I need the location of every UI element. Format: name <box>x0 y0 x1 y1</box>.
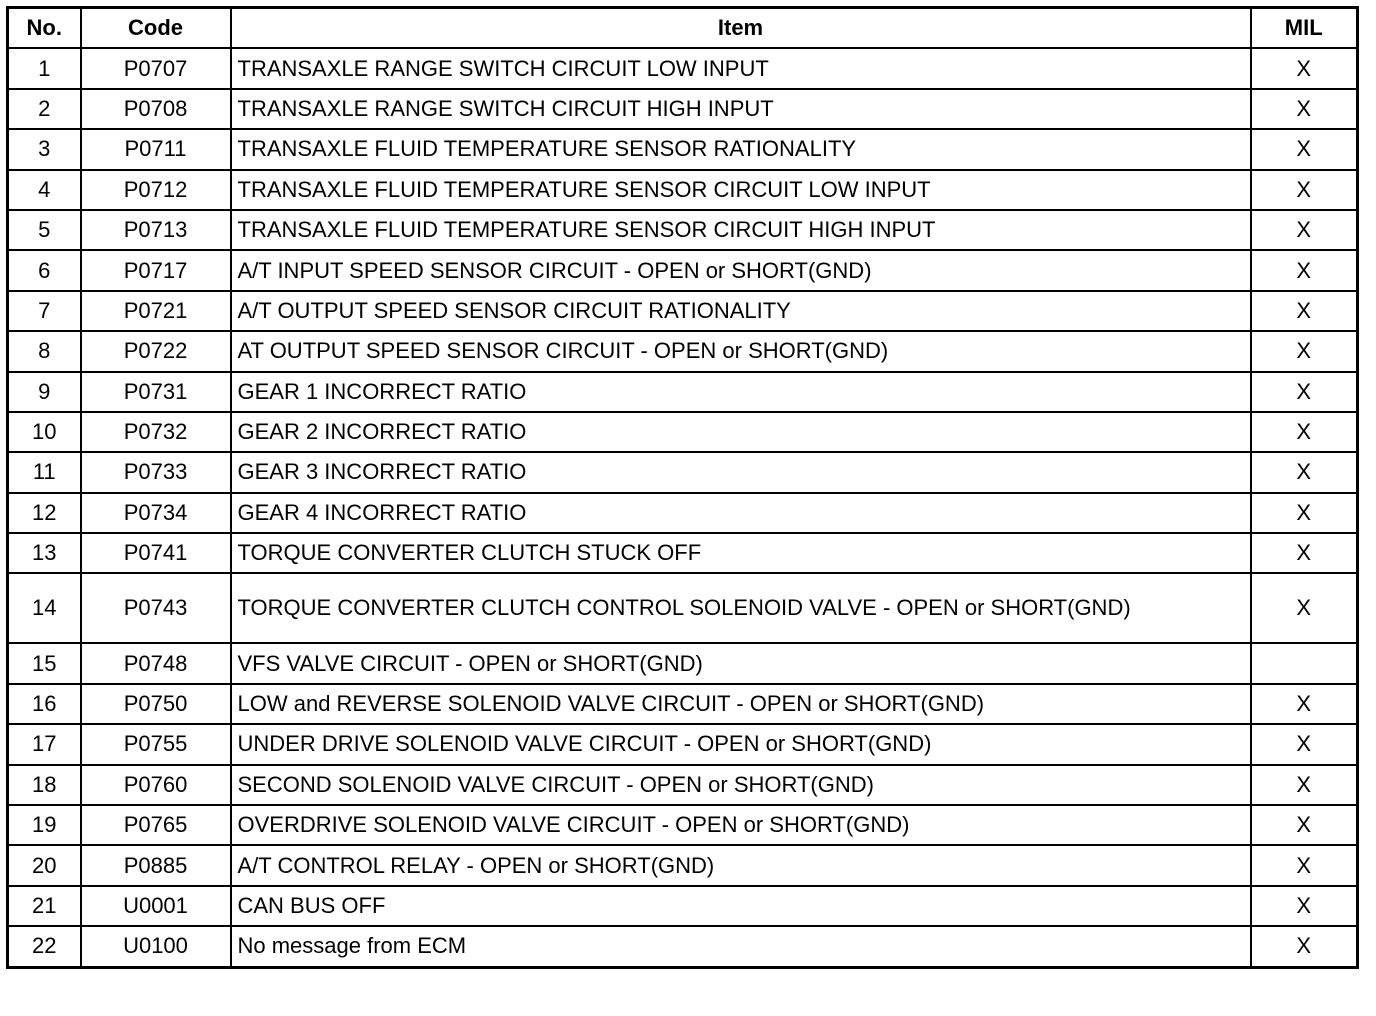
row-no-cell: 4 <box>8 170 81 210</box>
row-item-cell: VFS VALVE CIRCUIT - OPEN or SHORT(GND) <box>231 643 1251 683</box>
row-item-cell: AT OUTPUT SPEED SENSOR CIRCUIT - OPEN or SHORT(GND) <box>231 331 1251 371</box>
row-item-cell: SECOND SOLENOID VALVE CIRCUIT - OPEN or SHORT(GND) <box>231 765 1251 805</box>
row-mil-cell: X <box>1251 452 1358 492</box>
row-item-cell: TRANSAXLE FLUID TEMPERATURE SENSOR CIRCUIT LOW INPUT <box>231 170 1251 210</box>
row-no-cell: 1 <box>8 48 81 88</box>
row-code-cell: U0001 <box>81 886 231 926</box>
row-mil-cell: X <box>1251 886 1358 926</box>
table-row <box>8 372 1358 412</box>
table-row <box>8 684 1358 724</box>
row-code-cell: P0717 <box>81 250 231 290</box>
row-no-cell: 14 <box>8 573 81 643</box>
row-no-cell: 5 <box>8 210 81 250</box>
table-body <box>8 48 1358 967</box>
row-item-cell: TORQUE CONVERTER CLUTCH CONTROL SOLENOID VALVE - OPEN or SHORT(GND) <box>231 573 1251 643</box>
row-mil-cell: X <box>1251 250 1358 290</box>
row-mil-cell: X <box>1251 724 1358 764</box>
table-row <box>8 170 1358 210</box>
dtc-table <box>6 6 1359 969</box>
row-code-cell: P0750 <box>81 684 231 724</box>
header-mil: MIL <box>1251 8 1358 49</box>
table-row <box>8 291 1358 331</box>
row-mil-cell: X <box>1251 845 1358 885</box>
row-code-cell: P0721 <box>81 291 231 331</box>
table-row <box>8 765 1358 805</box>
table-row <box>8 89 1358 129</box>
row-item-cell: GEAR 3 INCORRECT RATIO <box>231 452 1251 492</box>
row-no-cell: 9 <box>8 372 81 412</box>
row-item-cell: A/T INPUT SPEED SENSOR CIRCUIT - OPEN or SHORT(GND) <box>231 250 1251 290</box>
row-item-cell: LOW and REVERSE SOLENOID VALVE CIRCUIT - OPEN or SHORT(GND) <box>231 684 1251 724</box>
row-no-cell: 6 <box>8 250 81 290</box>
header-item: Item <box>231 8 1251 49</box>
table-row <box>8 643 1358 683</box>
row-code-cell: P0755 <box>81 724 231 764</box>
row-code-cell: P0765 <box>81 805 231 845</box>
header-row <box>8 8 1358 49</box>
row-no-cell: 11 <box>8 452 81 492</box>
row-mil-cell: X <box>1251 291 1358 331</box>
row-item-cell: UNDER DRIVE SOLENOID VALVE CIRCUIT - OPEN or SHORT(GND) <box>231 724 1251 764</box>
row-item-cell: No message from ECM <box>231 926 1251 967</box>
row-mil-cell: X <box>1251 493 1358 533</box>
row-no-cell: 13 <box>8 533 81 573</box>
row-item-cell: TRANSAXLE RANGE SWITCH CIRCUIT LOW INPUT <box>231 48 1251 88</box>
row-item-cell: TRANSAXLE RANGE SWITCH CIRCUIT HIGH INPUT <box>231 89 1251 129</box>
table-row <box>8 129 1358 169</box>
row-code-cell: P0712 <box>81 170 231 210</box>
row-mil-cell: X <box>1251 573 1358 643</box>
row-no-cell: 3 <box>8 129 81 169</box>
row-no-cell: 22 <box>8 926 81 967</box>
row-no-cell: 20 <box>8 845 81 885</box>
table-row <box>8 210 1358 250</box>
row-item-cell: A/T CONTROL RELAY - OPEN or SHORT(GND) <box>231 845 1251 885</box>
row-mil-cell: X <box>1251 926 1358 967</box>
table-row <box>8 805 1358 845</box>
table-row <box>8 533 1358 573</box>
row-no-cell: 21 <box>8 886 81 926</box>
row-mil-cell: X <box>1251 170 1358 210</box>
header-no: No. <box>8 8 81 49</box>
table-row <box>8 724 1358 764</box>
row-code-cell: P0743 <box>81 573 231 643</box>
row-no-cell: 15 <box>8 643 81 683</box>
row-no-cell: 16 <box>8 684 81 724</box>
row-code-cell: P0760 <box>81 765 231 805</box>
row-mil-cell: X <box>1251 89 1358 129</box>
table-row <box>8 452 1358 492</box>
header-code: Code <box>81 8 231 49</box>
row-mil-cell: X <box>1251 684 1358 724</box>
row-item-cell: OVERDRIVE SOLENOID VALVE CIRCUIT - OPEN or SHORT(GND) <box>231 805 1251 845</box>
row-code-cell: P0732 <box>81 412 231 452</box>
table-row <box>8 926 1358 967</box>
row-mil-cell: X <box>1251 412 1358 452</box>
row-item-cell: GEAR 1 INCORRECT RATIO <box>231 372 1251 412</box>
row-code-cell: P0731 <box>81 372 231 412</box>
row-item-cell: TRANSAXLE FLUID TEMPERATURE SENSOR CIRCUIT HIGH INPUT <box>231 210 1251 250</box>
row-no-cell: 7 <box>8 291 81 331</box>
row-item-cell: A/T OUTPUT SPEED SENSOR CIRCUIT RATIONALITY <box>231 291 1251 331</box>
table-row <box>8 493 1358 533</box>
row-code-cell: P0748 <box>81 643 231 683</box>
row-code-cell: P0722 <box>81 331 231 371</box>
row-code-cell: P0707 <box>81 48 231 88</box>
table-row <box>8 331 1358 371</box>
row-code-cell: P0708 <box>81 89 231 129</box>
row-no-cell: 17 <box>8 724 81 764</box>
row-item-cell: GEAR 4 INCORRECT RATIO <box>231 493 1251 533</box>
row-code-cell: P0885 <box>81 845 231 885</box>
row-no-cell: 12 <box>8 493 81 533</box>
row-item-cell: CAN BUS OFF <box>231 886 1251 926</box>
table-row <box>8 845 1358 885</box>
row-code-cell: P0734 <box>81 493 231 533</box>
row-code-cell: P0713 <box>81 210 231 250</box>
row-no-cell: 18 <box>8 765 81 805</box>
table-row <box>8 412 1358 452</box>
row-mil-cell: X <box>1251 210 1358 250</box>
row-code-cell: P0741 <box>81 533 231 573</box>
row-code-cell: U0100 <box>81 926 231 967</box>
table-header <box>8 8 1358 49</box>
row-no-cell: 19 <box>8 805 81 845</box>
row-mil-cell: X <box>1251 372 1358 412</box>
row-mil-cell: X <box>1251 331 1358 371</box>
row-code-cell: P0733 <box>81 452 231 492</box>
row-mil-cell <box>1251 643 1358 683</box>
row-no-cell: 8 <box>8 331 81 371</box>
row-mil-cell: X <box>1251 765 1358 805</box>
row-mil-cell: X <box>1251 533 1358 573</box>
row-item-cell: TORQUE CONVERTER CLUTCH STUCK OFF <box>231 533 1251 573</box>
row-mil-cell: X <box>1251 129 1358 169</box>
row-item-cell: TRANSAXLE FLUID TEMPERATURE SENSOR RATIONALITY <box>231 129 1251 169</box>
table-row <box>8 250 1358 290</box>
table-row <box>8 48 1358 88</box>
row-no-cell: 10 <box>8 412 81 452</box>
table-row <box>8 573 1358 643</box>
row-mil-cell: X <box>1251 805 1358 845</box>
row-no-cell: 2 <box>8 89 81 129</box>
row-code-cell: P0711 <box>81 129 231 169</box>
table-row <box>8 886 1358 926</box>
row-item-cell: GEAR 2 INCORRECT RATIO <box>231 412 1251 452</box>
row-mil-cell: X <box>1251 48 1358 88</box>
